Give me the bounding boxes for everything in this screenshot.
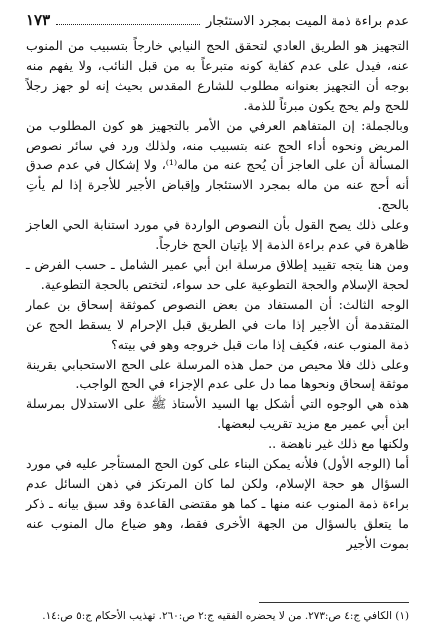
page-body	[26, 36, 409, 554]
paragraph-2: وبالجملة: إن المتفاهم العرفي من الأمر بالتجهيز هو كون المطلوب من المريض ونحوه أداء الحج عنه بتسبيب منه، ولذلك ورد في سائر نصوص المسألة أن على العاجز أن يُحج عنه من ماله⁽¹⁾، ولا إشكال في عدم صدق أنه أحج عنه من ماله بمجرد الاستئجار وإقباض الأجير للأجرة إذا لم يأتِ بالحج.	[26, 117, 409, 213]
page-number: ١٧٣	[26, 11, 51, 29]
header-dotted-leader	[56, 12, 200, 25]
paragraph-8: ولكنها مع ذلك غير ناهضة ..	[268, 436, 409, 452]
paragraph-7: هذه هي الوجوه التي أشكل بها السيد الأستاذ ﷺ على الاستدلال بمرسلة ابن أبي عمير مع مزيد تقريب لبعضها.	[26, 396, 409, 432]
footnote: (١) الكافي ج:٤ ص:٢٧٣. من لا يحضره الفقيه ج:٢ ص:٢٦٠. تهذيب الأحكام ج:٥ ص:١٤.	[42, 610, 409, 622]
paragraph-6: وعلى ذلك فلا محيص من حمل هذه المرسلة على الحج الاستحبابي بقرينة موثقة إسحاق ونحوها مما دل على عدم الإجزاء في الحج الواجب.	[26, 356, 409, 392]
paragraph-9: أما (الوجه الأول) فلأنه يمكن البناء على كون الحج المستأجر عليه في مورد السؤال هو حجة الإسلام، ولكن لما كان المرتكز في ذهن السائل عدم براءة ذمة المنوب عنه منها ـ كما هو مقتضى القاعدة وقد سبق بيانه ـ ذكر ما يتعلق بالسؤال من الجهة الأخرى فقط، وهو ضياع مال المنوب عنه بموت الأجير	[26, 456, 409, 551]
running-header-title: عدم براءة ذمة الميت بمجرد الاستئجار	[206, 14, 409, 29]
footnote-divider	[259, 602, 409, 603]
paragraph-5: الوجه الثالث: أن المستفاد من بعض النصوص كموثقة إسحاق بن عمار المتقدمة أن الأجير إذا مات في الطريق قبل الإحرام لا يسقط الحج عن ذمة المنوب عنه، فكيف إذا مات قبل خروجه وهو في بيته؟	[26, 296, 409, 352]
paragraph-4: ومن هنا يتجه تقييد إطلاق مرسلة ابن أبي عمير الشامل ـ حسب الفرض ـ لحجة الإسلام والحجة التطوعية على حد سواء، لتختص بالحجة التطوعية.	[26, 256, 409, 292]
paragraph-3: وعلى ذلك يصح القول بأن النصوص الواردة في مورد استنابة الحي العاجز ظاهرة في عدم براءة الذمة إلا بإتيان الحج خارجاً.	[26, 217, 409, 253]
paragraph-1: التجهيز هو الطريق العادي لتحقق الحج النيابي خارجاً بتسبيب من المنوب عنه، فيدل على عدم كفاية كونه متبرعاً به من قبل النائب، ولا يفهم منه بوجه أن التجهيز بعنوانه مطلوب للشارع المقدس بحيث إنه لو جهز رجلاً للحج ولم يحج يكون مبرئاً للذمة.	[26, 38, 409, 113]
running-header	[26, 8, 409, 32]
